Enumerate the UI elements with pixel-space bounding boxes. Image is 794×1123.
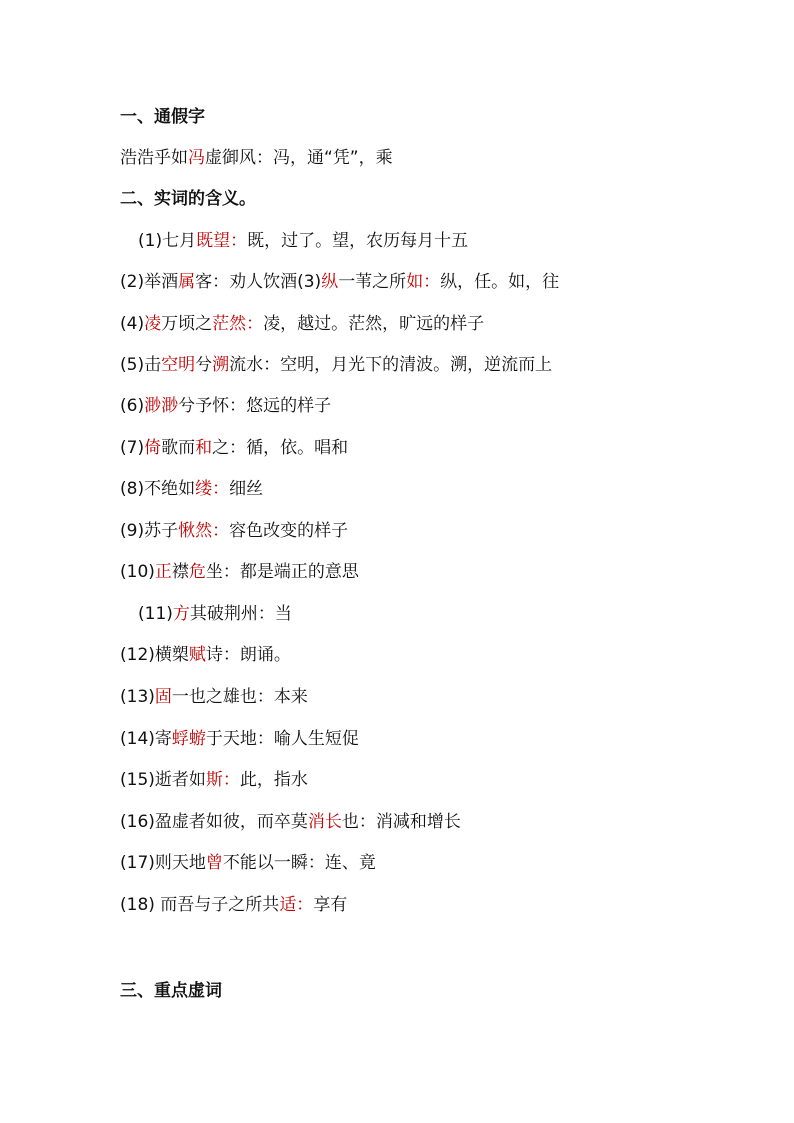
text-segment: (12)横槊 [120,645,189,665]
section-heading-xuci: 三、重点虚词 [120,981,222,1001]
text-segment: 一也之雄也：本来 [171,687,308,707]
highlighted-term: 和 [195,438,213,458]
text-segment: 享有 [313,895,348,915]
text-segment: 也：消减和增长 [341,812,461,832]
highlighted-term: 危 [188,562,206,582]
shici-item-7 [120,437,348,459]
text-segment: (14)寄 [120,729,172,749]
text-segment: (11) [138,604,173,624]
shici-item-9 [120,520,348,542]
highlighted-term: 方 [172,604,190,624]
highlighted-term: 既望： [196,231,248,251]
shici-item-18 [120,894,347,916]
text-segment: (8)不绝如 [120,479,196,499]
text-segment: 坐：都是端正的意思 [205,562,359,582]
shici-item-12 [120,644,291,666]
highlighted-term: 愀然： [178,521,230,541]
text-segment: (18) 而吾与子之所共 [120,895,280,915]
text-segment: 客：劝人饮酒(3) [195,272,322,292]
text-segment: (9)苏子 [120,521,179,541]
tongjia-entry [120,147,393,169]
highlighted-term: 渺渺 [144,396,179,416]
text-segment: 其破荆州：当 [189,604,292,624]
text-segment: (7) [120,438,145,458]
text-segment: 兮予怀：悠远的样子 [178,396,332,416]
highlighted-term: 如： [406,272,441,292]
text-segment: 歌而 [161,438,196,458]
text-segment: 凌，越过。茫然，旷远的样子 [263,314,485,334]
highlighted-term: 斯： [205,770,240,790]
highlighted-term: 固 [154,687,172,707]
shici-item-14 [120,728,359,750]
text-segment: 一苇之所 [338,272,407,292]
highlighted-term: 属 [178,272,196,292]
text-segment: 万顷之 [161,314,213,334]
highlighted-term: 空明 [161,355,196,375]
text-segment: 纵，任。如，往 [440,272,560,292]
highlighted-term: 冯 [188,148,205,168]
highlighted-term: 纵 [321,272,339,292]
text-segment: 襟 [171,562,189,582]
text-segment: 容色改变的样子 [229,521,349,541]
text-segment: 流水：空明，月光下的清波。溯，逆流而上 [229,355,553,375]
text-segment: 浩浩乎如 [120,148,188,168]
shici-item-13 [120,686,308,708]
text-segment: (17)则天地 [120,853,206,873]
shici-item-16 [120,811,461,833]
text-segment: 虚御风：冯，通“凭”，乘 [205,148,393,168]
text-segment: (5)击 [120,355,162,375]
text-segment: 既，过了。望，农历每月十五 [247,231,469,251]
highlighted-term: 曾 [205,853,223,873]
section-heading-tongjiazi: 一、通假字 [120,107,205,127]
text-segment: 细丝 [229,479,264,499]
text-segment: 之：循，依。唱和 [212,438,349,458]
shici-item-1 [138,230,468,252]
highlighted-term: 消长 [307,812,342,832]
shici-item-6 [120,395,331,417]
highlighted-term: 溯 [212,355,230,375]
shici-item-4 [120,313,484,335]
text-segment: (2)举酒 [120,272,179,292]
text-segment: 诗：朗诵。 [205,645,291,665]
shici-item-8 [120,478,263,500]
highlighted-term: 适： [279,895,314,915]
shici-item-11 [138,603,292,625]
text-segment: 此，指水 [239,770,308,790]
text-segment: (10) [120,562,155,582]
highlighted-term: 赋 [188,645,206,665]
highlighted-term: 凌 [144,314,162,334]
highlighted-term: 缕： [195,479,230,499]
shici-item-10 [120,561,359,583]
shici-item-5 [120,354,552,376]
text-segment: (16)盈虚者如彼，而卒莫 [120,812,308,832]
text-segment: (13) [120,687,155,707]
highlighted-term: 蜉蝣 [171,729,206,749]
shici-item-2-3 [120,271,559,293]
text-segment: 兮 [195,355,213,375]
shici-item-15 [120,769,308,791]
text-segment: (4) [120,314,145,334]
shici-item-17 [120,852,376,874]
highlighted-term: 倚 [144,438,162,458]
text-segment: (15)逝者如 [120,770,206,790]
highlighted-term: 茫然： [212,314,264,334]
text-segment: 于天地：喻人生短促 [205,729,359,749]
text-segment: 不能以一瞬：连、竟 [222,853,376,873]
highlighted-term: 正 [154,562,172,582]
section-heading-shici: 二、实词的含义。 [120,189,256,209]
text-segment: (1)七月 [138,231,197,251]
text-segment: (6) [120,396,145,416]
